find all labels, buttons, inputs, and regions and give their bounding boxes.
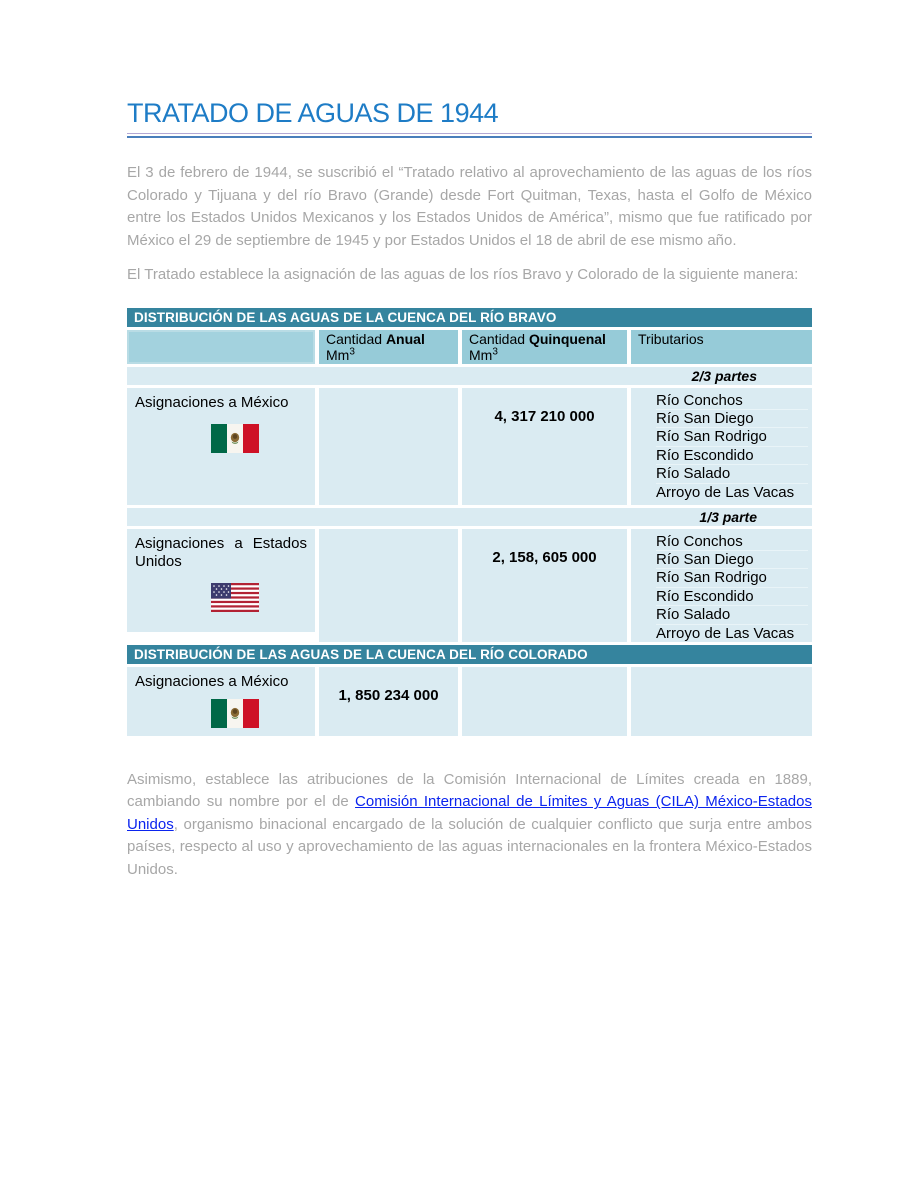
document-content [127,97,812,881]
anual-header-prefix: Cantidad [326,330,383,347]
tributary-item: Río San Diego [656,410,808,428]
cantidad-anual-header [319,330,458,364]
mexico-flag-icon [211,424,259,453]
anual-header-sup: 3 [349,345,355,357]
tributary-item: Río Salado [656,465,808,483]
tributary-item: Río Escondido [656,447,808,465]
rio-bravo-banner: DISTRIBUCIÓN DE LAS AGUAS DE LA CUENCA DEL RÍO BRAVO [127,308,812,327]
us-bravo-label: Asignaciones a Estados Unidos [135,534,307,570]
cila-text-after: , organismo binacional encargado de la solución de cualquier conflicto que surja entre ambos países, respecto al uso y aprovechamiento de las aguas internacionales en la frontera México-Estados Unidos. [127,815,812,878]
tributary-item: Río Conchos [656,392,808,410]
intro-paragraph: El 3 de febrero de 1944, se suscribió el “Tratado relativo al aprovechamiento de las aguas de los ríos Colorado y Tijuana y del río Bravo (Grande) desde Fort Quitman, Texas, hasta el Golfo de México entre los Estados Unidos Mexicanos y los Estados Unidos de América”, mismo que fue ratificado por México el 29 de septiembre de 1945 y por Estados Unidos el 18 de abril de ese mismo año. [127,164,812,249]
cantidad-quinquenal-header [462,330,627,364]
page-title: TRATADO DE AGUAS DE 1944 [127,98,499,128]
mexico-colorado-quinquenal-cell [462,667,627,736]
quinquenal-header-sup: 3 [492,345,498,357]
tributary-item: Arroyo de Las Vacas [656,624,795,642]
cila-text-before: Asimismo, establece las atribuciones de la Comisión Internacional de Límites creada en 1889, cambiando su nombre por el de [127,770,812,811]
water-distribution-table [127,308,812,736]
tributary-item: Arroyo de Las Vacas [656,483,795,501]
tributary-item: Río San Rodrigo [656,428,808,446]
mexico-bravo-anual-cell [319,388,458,505]
empty-header-cell [127,330,315,364]
title-underline [127,133,812,138]
us-bravo-tributarios-cell [631,529,812,642]
mexico-bravo-label-cell [127,388,315,505]
mexico-colorado-label-cell [127,667,315,736]
mexico-bravo-tributarios-cell [631,388,812,505]
us-bravo-anual-cell [319,529,458,642]
quinquenal-header-bold: Quinquenal [528,330,606,347]
mexico-colorado-anual-cell: 1, 850 234 000 [319,667,458,736]
allocation-intro-paragraph: El Tratado establece la asignación de las aguas de los ríos Bravo y Colorado de la siguiente manera: [127,266,799,283]
tributary-item: Río San Diego [656,551,808,569]
mexico-bravo-quinquenal-cell: 4, 317 210 000 [462,388,627,505]
anual-header-bold: Anual [385,330,425,347]
share-row-mexico: 2/3 partes [127,367,812,385]
mexico-colorado-label: Asignaciones a México [135,672,289,690]
tributary-item: Río Conchos [656,533,808,551]
cila-paragraph [127,769,812,882]
anual-header-unit: Mm [326,346,350,363]
tributary-item: Río Salado [656,606,808,624]
quinquenal-header-unit: Mm [469,346,493,363]
tributary-item: Río Escondido [656,588,808,606]
usa-flag-icon [211,583,259,612]
mexico-colorado-tributarios-cell [631,667,812,736]
mexico-bravo-label: Asignaciones a México [135,393,289,411]
cila-link[interactable]: Comisión Internacional de Límites y Aguas (CILA) México-Estados Unidos [127,793,812,833]
tributary-item: Río San Rodrigo [656,569,808,587]
share-row-us: 1/3 parte [127,508,812,526]
rio-colorado-banner: DISTRIBUCIÓN DE LAS AGUAS DE LA CUENCA DEL RÍO COLORADO [127,645,812,664]
us-bravo-quinquenal-cell: 2, 158, 605 000 [462,529,627,642]
us-bravo-label-cell [127,529,315,632]
tributarios-header: Tributarios [631,330,812,364]
mexico-flag-icon [211,699,259,728]
quinquenal-header-prefix: Cantidad [469,330,526,347]
